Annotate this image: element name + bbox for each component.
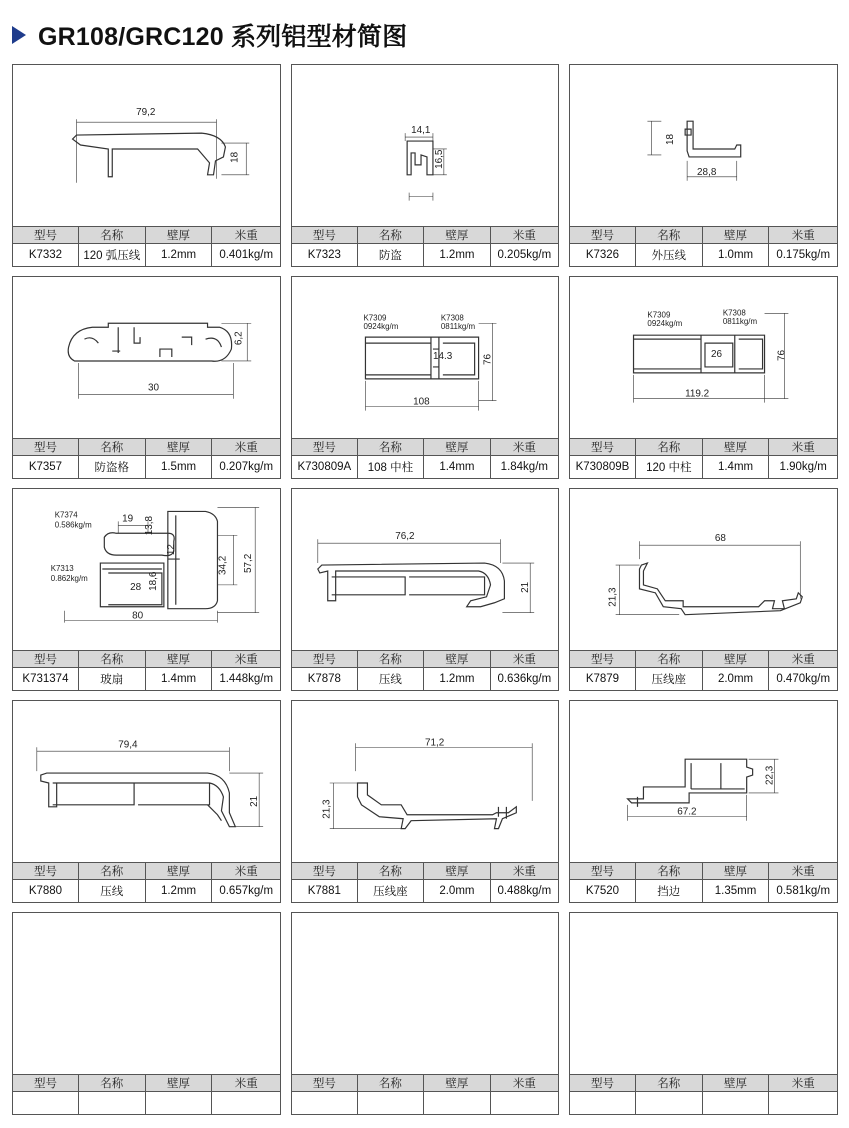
cell-weight: 1.448kg/m: [212, 668, 280, 691]
header-weight: 米重: [212, 651, 280, 668]
cell-weight: [769, 1092, 837, 1115]
spec-table: [292, 1074, 558, 1114]
cell-weight: 0.488kg/m: [490, 880, 558, 903]
label-k7308: K7308: [440, 313, 464, 323]
profile-drawing-empty: [570, 913, 837, 1075]
header-name: 名称: [78, 1075, 145, 1092]
cell-name: 防盗格: [78, 456, 145, 479]
dim-width: 79,4: [118, 739, 138, 751]
profile-drawing: [292, 65, 558, 227]
cell-name: 压线座: [357, 880, 424, 903]
spec-table: [292, 862, 558, 902]
header-weight: 米重: [490, 1075, 558, 1092]
header-thickness: 壁厚: [145, 1075, 212, 1092]
dim-19: 19: [122, 513, 134, 525]
dim-width: 68: [714, 533, 726, 545]
cell-name: 压线: [78, 880, 145, 903]
header-name: 名称: [78, 227, 145, 244]
dim-80: 80: [132, 610, 144, 622]
header-name: 名称: [635, 651, 702, 668]
header-model: 型号: [13, 863, 78, 880]
label-k7374-weight: 0.586kg/m: [54, 520, 92, 530]
label-k7374: K7374: [54, 510, 78, 520]
spec-table: [292, 438, 558, 478]
empty-profile-card: [569, 912, 838, 1115]
label-k7309: K7309: [647, 310, 671, 320]
header-name: 名称: [357, 863, 424, 880]
cell-model: K7323: [292, 244, 357, 267]
header-model: 型号: [13, 439, 78, 456]
header-thickness: 壁厚: [702, 863, 769, 880]
header-thickness: 壁厚: [145, 651, 212, 668]
cell-thickness: [424, 1092, 491, 1115]
cell-thickness: 1.35mm: [702, 880, 769, 903]
dim-height: 21,3: [321, 799, 333, 819]
profile-card-k7357: [12, 276, 281, 479]
cell-name: 120 弧压线: [78, 244, 145, 267]
header-name: 名称: [78, 439, 145, 456]
header-thickness: 壁厚: [702, 439, 769, 456]
cell-thickness: [145, 1092, 212, 1115]
dim-height: 21: [249, 795, 261, 807]
cell-weight: 0.207kg/m: [212, 456, 280, 479]
header-weight: 米重: [490, 439, 558, 456]
profile-drawing: [292, 489, 558, 651]
dim-13-8: 13,8: [143, 515, 155, 536]
header-weight: 米重: [212, 863, 280, 880]
cell-thickness: 2.0mm: [702, 668, 769, 691]
cell-model: K7880: [13, 880, 78, 903]
cell-model: K7332: [13, 244, 78, 267]
page-header: [12, 18, 407, 52]
profile-card-k7332: [12, 64, 281, 267]
cell-name: 外压线: [635, 244, 702, 267]
header-weight: 米重: [212, 1075, 280, 1092]
header-name: 名称: [357, 227, 424, 244]
cell-name: [635, 1092, 702, 1115]
dim-width: 28,8: [697, 166, 717, 178]
header-model: 型号: [570, 651, 635, 668]
cell-model: K7326: [570, 244, 635, 267]
dim-mid: 14.3: [432, 350, 453, 362]
cell-model: K7357: [13, 456, 78, 479]
cell-model: K730809B: [570, 456, 635, 479]
cell-weight: 0.657kg/m: [212, 880, 280, 903]
header-thickness: 壁厚: [424, 1075, 491, 1092]
dim-height: 16,5: [433, 149, 445, 169]
dim-height: 76: [776, 349, 788, 361]
cell-thickness: 1.4mm: [145, 668, 212, 691]
profile-card-k7878: [291, 488, 559, 691]
dim-height: 22,3: [764, 765, 776, 785]
cell-weight: 1.90kg/m: [769, 456, 837, 479]
dim-width: 76,2: [395, 531, 415, 543]
profile-drawing: [13, 65, 280, 227]
cell-name: [357, 1092, 424, 1115]
profile-drawing: [570, 489, 837, 651]
header-thickness: 壁厚: [145, 439, 212, 456]
cell-model: K7520: [570, 880, 635, 903]
header-thickness: 壁厚: [702, 651, 769, 668]
header-thickness: 壁厚: [424, 439, 491, 456]
header-thickness: 壁厚: [145, 227, 212, 244]
cell-model: [292, 1092, 357, 1115]
label-k7308-weight: 0811kg/m: [440, 322, 476, 332]
empty-profile-card: [12, 912, 281, 1115]
dim-28: 28: [130, 581, 142, 593]
dim-height: 18: [229, 151, 241, 163]
cell-name: [78, 1092, 145, 1115]
spec-table: [570, 1074, 837, 1114]
cell-thickness: 1.0mm: [702, 244, 769, 267]
dim-width: 119.2: [685, 388, 710, 400]
header-name: 名称: [635, 227, 702, 244]
label-k7308-weight: 0811kg/m: [722, 317, 758, 327]
cell-model: [570, 1092, 635, 1115]
cell-name: 防盗: [357, 244, 424, 267]
header-model: 型号: [292, 651, 357, 668]
header-model: 型号: [292, 863, 357, 880]
header-name: 名称: [635, 1075, 702, 1092]
header-weight: 米重: [769, 227, 837, 244]
header-model: 型号: [570, 1075, 635, 1092]
dim-height: 18: [665, 133, 677, 146]
profile-card-k7326: [569, 64, 838, 267]
profile-drawing: [292, 277, 558, 439]
cell-thickness: 1.5mm: [145, 456, 212, 479]
header-model: 型号: [292, 1075, 357, 1092]
dim-18-6: 18,6: [147, 571, 159, 591]
spec-table: [13, 438, 280, 478]
cell-thickness: 2.0mm: [424, 880, 491, 903]
spec-table: [292, 650, 558, 690]
profile-drawing: [570, 65, 837, 227]
profile-card-k7323: [291, 64, 559, 267]
cell-model: K731374: [13, 668, 78, 691]
header-weight: 米重: [769, 1075, 837, 1092]
cell-name: 压线: [357, 668, 424, 691]
spec-table: [570, 226, 837, 266]
header-name: 名称: [635, 439, 702, 456]
header-thickness: 壁厚: [145, 863, 212, 880]
cell-weight: 1.84kg/m: [490, 456, 558, 479]
profile-drawing: [570, 701, 837, 863]
header-model: 型号: [570, 863, 635, 880]
header-name: 名称: [635, 863, 702, 880]
header-thickness: 壁厚: [424, 863, 491, 880]
dim-width: 108: [413, 396, 430, 408]
cell-name: 玻扇: [78, 668, 145, 691]
cell-weight: [212, 1092, 280, 1115]
profile-card-k730809a: [291, 276, 559, 479]
profile-drawing-empty: [292, 913, 558, 1075]
header-name: 名称: [357, 439, 424, 456]
header-weight: 米重: [490, 863, 558, 880]
header-model: 型号: [570, 439, 635, 456]
dim-height: 6,2: [233, 331, 245, 346]
header-model: 型号: [570, 227, 635, 244]
dim-mid: 26: [710, 349, 722, 361]
cell-name: 压线座: [635, 668, 702, 691]
spec-table: [13, 650, 280, 690]
label-k7309-weight: 0924kg/m: [647, 319, 683, 329]
header-thickness: 壁厚: [702, 1075, 769, 1092]
empty-profile-card: [291, 912, 559, 1115]
cell-weight: 0.581kg/m: [769, 880, 837, 903]
play-arrow-icon: [12, 26, 26, 44]
label-k7313: K7313: [50, 563, 74, 573]
dim-width: 71,2: [425, 737, 445, 749]
cell-weight: 0.205kg/m: [490, 244, 558, 267]
header-name: 名称: [357, 651, 424, 668]
header-model: 型号: [13, 651, 78, 668]
cell-thickness: 1.2mm: [424, 244, 491, 267]
profile-drawing-empty: [13, 913, 280, 1075]
label-k7308: K7308: [722, 308, 746, 318]
dim-width: 67.2: [677, 806, 697, 818]
profile-drawing: [292, 701, 558, 863]
profile-drawing: [13, 489, 280, 651]
spec-table: [570, 650, 837, 690]
spec-table: [570, 862, 837, 902]
label-k7309-weight: 0924kg/m: [363, 322, 399, 332]
dim-34-2: 34,2: [217, 555, 229, 575]
label-k7313-weight: 0.862kg/m: [50, 573, 88, 583]
cell-model: K7878: [292, 668, 357, 691]
header-weight: 米重: [212, 439, 280, 456]
dim-height: 21,3: [607, 587, 619, 607]
header-name: 名称: [78, 863, 145, 880]
dim-width: 79,2: [136, 107, 156, 119]
header-thickness: 壁厚: [424, 651, 491, 668]
header-weight: 米重: [212, 227, 280, 244]
header-model: 型号: [13, 227, 78, 244]
dim-width: 30: [147, 382, 160, 394]
profile-card-k7879: [569, 488, 838, 691]
cell-thickness: 1.2mm: [424, 668, 491, 691]
dim-57-2: 57,2: [243, 553, 255, 573]
cell-thickness: [702, 1092, 769, 1115]
header-name: 名称: [357, 1075, 424, 1092]
dim-width: 14,1: [411, 125, 431, 137]
header-weight: 米重: [769, 863, 837, 880]
header-name: 名称: [78, 651, 145, 668]
cell-name: 挡边: [635, 880, 702, 903]
cell-weight: [490, 1092, 558, 1115]
cell-weight: 0.175kg/m: [769, 244, 837, 267]
header-thickness: 壁厚: [702, 227, 769, 244]
profile-drawing: [570, 277, 837, 439]
page-title: GR108/GRC120 系列铝型材简图: [38, 23, 408, 51]
header-model: 型号: [292, 227, 357, 244]
header-model: 型号: [13, 1075, 78, 1092]
dim-12: 12: [165, 544, 177, 556]
profile-card-k730809b: [569, 276, 838, 479]
cell-weight: 0.470kg/m: [769, 668, 837, 691]
cell-thickness: 1.4mm: [424, 456, 491, 479]
cell-thickness: 1.4mm: [702, 456, 769, 479]
header-weight: 米重: [490, 651, 558, 668]
profile-drawing: [13, 277, 280, 439]
cell-weight: 0.401kg/m: [212, 244, 280, 267]
spec-table: [570, 438, 837, 478]
cell-model: K7879: [570, 668, 635, 691]
cell-weight: 0.636kg/m: [490, 668, 558, 691]
cell-model: K730809A: [292, 456, 357, 479]
spec-table: [292, 226, 558, 266]
dim-height: 76: [482, 353, 494, 365]
cell-name: 120 中柱: [635, 456, 702, 479]
profile-card-k7880: [12, 700, 281, 903]
header-thickness: 壁厚: [424, 227, 491, 244]
profile-card-k7881: [291, 700, 559, 903]
label-k7309: K7309: [363, 313, 387, 323]
header-weight: 米重: [769, 439, 837, 456]
spec-table: [13, 1074, 280, 1114]
cell-model: [13, 1092, 78, 1115]
profile-card-k7520: [569, 700, 838, 903]
dim-height: 21: [520, 581, 532, 593]
cell-model: K7881: [292, 880, 357, 903]
cell-name: 108 中柱: [357, 456, 424, 479]
profile-drawing: [13, 701, 280, 863]
cell-thickness: 1.2mm: [145, 880, 212, 903]
header-weight: 米重: [490, 227, 558, 244]
spec-table: [13, 862, 280, 902]
cell-thickness: 1.2mm: [145, 244, 212, 267]
profile-card-k731374: [12, 488, 281, 691]
spec-table: [13, 226, 280, 266]
header-model: 型号: [292, 439, 357, 456]
header-weight: 米重: [769, 651, 837, 668]
